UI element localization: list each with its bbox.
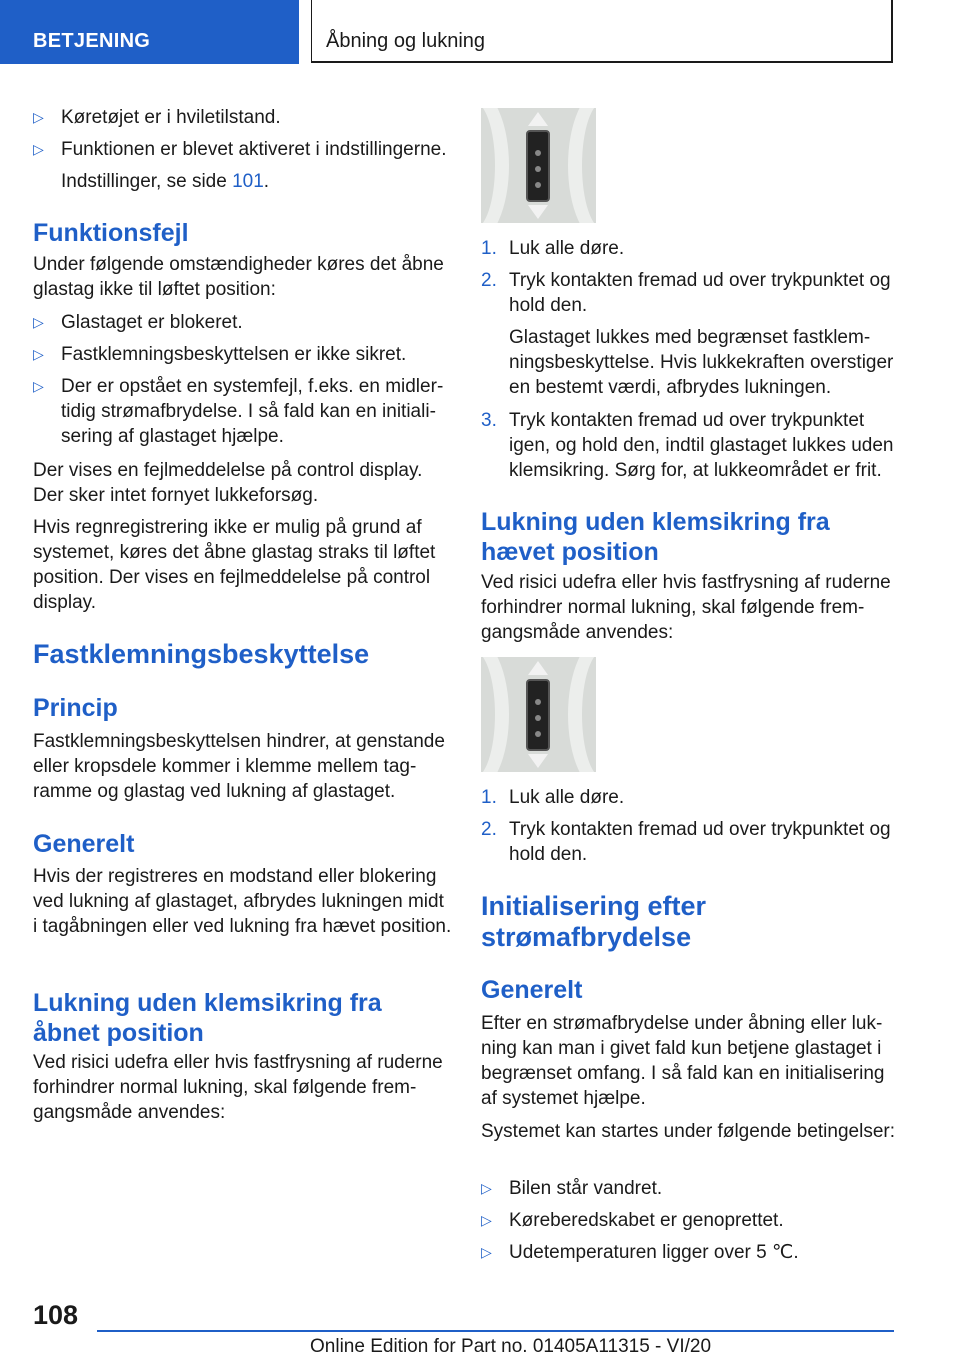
heading-lukning-aabnet: Lukning uden klemsikring fra åbnet position [33,989,382,1047]
bullet-triangle-icon: ▷ [33,378,44,394]
arrow-down-icon [528,205,548,219]
heading-generelt: Generelt [33,830,135,858]
step-note: Glastaget lukkes med begrænset fastklemningsbeskyttelse. Hvis lukkekraften overstiger en bestemt værdi, afbrydes lukningen. [509,327,894,398]
arrow-down-icon [528,754,548,768]
heading-lukning-haevet: Lukning uden klemsikring fra hævet position [481,508,830,566]
roof-switch-icon [526,130,550,202]
switch-illustration [481,657,596,772]
bullet-triangle-icon: ▷ [33,109,44,125]
paragraph: Hvis regnregistrering ikke er mulig på grund af systemet, køres det åbne glastag straks til løftet position. Der vises en fejlmeddelelse på control display. [33,517,436,613]
bullet-triangle-icon: ▷ [33,346,44,362]
footer-divider [97,1330,894,1332]
bullet-triangle-icon: ▷ [33,314,44,330]
settings-reference: Indstillinger, se side 101. [61,171,270,192]
heading-generelt: Generelt [481,976,583,1004]
bullet-triangle-icon: ▷ [481,1212,492,1228]
roof-switch-icon [526,679,550,751]
paragraph: Efter en strømafbrydelse under åbning eller lukning kan man i givet fald kun betjene glastaget i begrænset omfang. I så fald kan en initialisering af systemet hjælpe. [481,1013,885,1109]
paragraph: Der vises en fejlmeddelelse på control display. Der sker intet fornyet lukkeforsøg. [33,460,423,506]
paragraph: Ved risici udefra eller hvis fastfrysning af ruderne forhindrer normal lukning, skal følgende fremgangsmåde anvendes: [33,1052,443,1123]
paragraph: Fastklemningsbeskyttelsen hindrer, at genstande eller kropsdele kommer i klemme mellem tagramme og glastag ved lukning af glastaget. [33,731,445,802]
heading-initialisering: Initialisering efter strømafbrydelse [481,891,707,952]
chapter-tab [311,0,893,63]
page-number: 108 [33,1300,79,1330]
section-title: BETJENING [33,30,151,52]
edition-note: Online Edition for Part no. 01405A11315 - VI/20 [310,1336,712,1357]
bullet-triangle-icon: ▷ [481,1180,492,1196]
heading-funktionsfejl: Funktionsfejl [33,219,189,247]
arrow-up-icon [528,661,548,675]
bullet-triangle-icon: ▷ [481,1244,492,1260]
chapter-title: Åbning og lukning [326,30,486,52]
switch-illustration [481,108,596,223]
paragraph: Hvis der registreres en modstand eller blokering ved lukning af glastaget, afbrydes lukningen midt i tagåbningen eller ved lukning fra hævet position. [33,866,452,937]
arrow-up-icon [528,112,548,126]
paragraph: Ved risici udefra eller hvis fastfrysning af ruderne forhindrer normal lukning, skal følgende fremgangsmåde anvendes: [481,572,891,643]
paragraph: Under følgende omstændigheder køres det åbne glastag ikke til løftet position: [33,254,444,300]
heading-princip: Princip [33,694,118,722]
page-link[interactable]: 101 [232,171,264,192]
bullet-triangle-icon: ▷ [33,141,44,157]
paragraph: Systemet kan startes under følgende betingelser: [481,1121,896,1142]
heading-fastklemningsbeskyttelse: Fastklemningsbeskyttelse [33,639,370,669]
section-tab [0,0,299,64]
